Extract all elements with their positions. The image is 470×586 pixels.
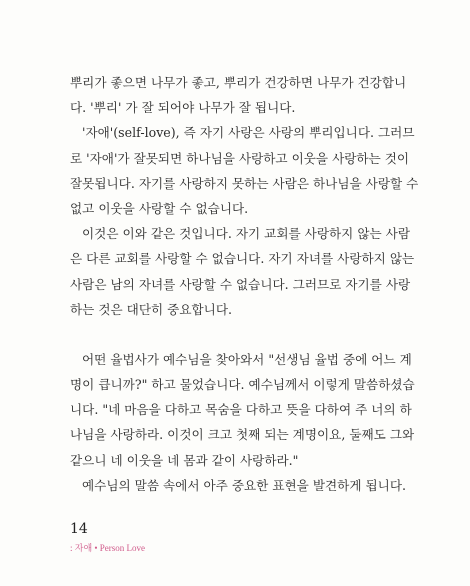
text-line: 명이 큽니까?" 하고 물었습니다. 예수님께서 이렇게 말씀하셨습 bbox=[70, 377, 415, 393]
paragraph bbox=[70, 473, 406, 498]
text-line: 니다. "네 마음을 다하고 목숨을 다하고 뜻을 다하여 주 너의 하 bbox=[70, 402, 412, 418]
text-line: '자애'(self-love), 즉 자기 사랑은 사랑의 뿌리입니다. 그러므 bbox=[82, 125, 415, 141]
paragraph bbox=[70, 120, 419, 221]
text-line: 같으니 네 이웃을 네 몸과 같이 사랑하라." bbox=[70, 452, 299, 468]
text-line: 뿌리가 좋으면 나무가 좋고, 뿌리가 건강하면 나무가 건강합니 bbox=[70, 75, 407, 90]
text-line: 사람은 남의 자녀를 사랑할 수 없습니다. 그러므로 자기를 사랑 bbox=[70, 276, 411, 292]
text-line: 잘못됩니다. 자기를 사랑하지 못하는 사람은 하나님을 사랑할 수 bbox=[70, 175, 419, 191]
text-line: 다. '뿌리' 가 잘 되어야 나무가 잘 됩니다. bbox=[70, 100, 296, 116]
running-footer: : 자애 • Person Love bbox=[70, 543, 146, 553]
paragraph bbox=[70, 221, 415, 322]
text-line: 없고 이웃을 사랑할 수 없습니다. bbox=[70, 200, 249, 216]
text-line: 어떤 율법사가 예수님을 찾아와서 "선생님 율법 중에 어느 계 bbox=[82, 351, 412, 367]
text-line: 이것은 이와 같은 것입니다. 자기 교회를 사랑하지 않는 사람 bbox=[82, 226, 411, 242]
page-number: 14 bbox=[70, 521, 88, 537]
text-line: 로 '자애'가 잘못되면 하나님을 사랑하고 이웃을 사랑하는 것이 bbox=[70, 150, 410, 166]
text-line: 예수님의 말씀 속에서 아주 중요한 표현을 발견하게 됩니다. bbox=[82, 477, 406, 493]
paragraph bbox=[70, 347, 415, 473]
paragraph-gap bbox=[70, 322, 402, 347]
text-line: 하는 것은 대단히 중요합니다. bbox=[70, 301, 232, 317]
text-line: 나님을 사랑하라. 이것이 크고 첫째 되는 계명이요, 둘째도 그와 bbox=[70, 427, 415, 443]
text-line: 은 다른 교회를 사랑할 수 없습니다. 자기 자녀를 사랑하지 않는 bbox=[70, 251, 415, 267]
paragraph bbox=[70, 70, 407, 120]
body-text bbox=[70, 70, 419, 498]
